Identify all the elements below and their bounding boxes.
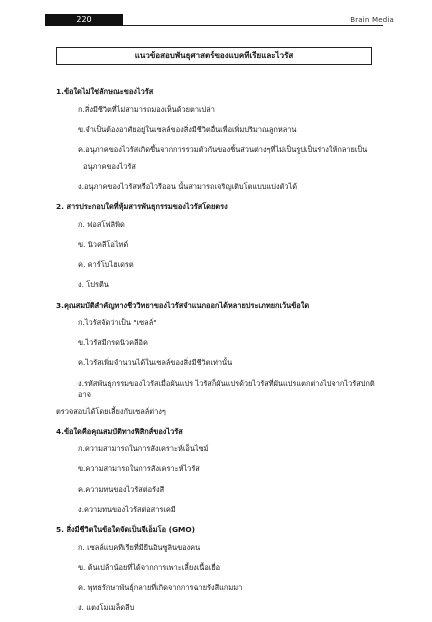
page-number-badge	[45, 14, 123, 26]
choice-b: ข.ความสามารถในการสังเคราะห์ไวรัส	[78, 464, 200, 474]
question-3	[56, 300, 386, 417]
choice-a: ก.ไวรัสจัดว่าเป็น "เซลล์"	[78, 318, 157, 327]
question-text: 1.ข้อใดไม่ใช่ลักษณะของไวรัส	[56, 87, 154, 96]
choice-c: ค. พุทธรักษาพันธุ์กลายที่เกิดจากการฉายรังสีแกมมา	[78, 582, 243, 592]
question-list	[56, 86, 386, 622]
document-title: แนวข้อสอบพันธุศาสตร์ของแบคทีเรียและไวรัส	[56, 47, 372, 65]
choice-c: ค. คาร์โบไฮเดรต	[78, 260, 134, 270]
choice-d: ง. แตงโมเมล็ดลีบ	[78, 603, 135, 613]
question-text: 4.ข้อใดคือคุณสมบัติทางฟิสิกส์ของไวรัส	[56, 426, 183, 436]
question-text: 5. สิ่งมีชีวิตในข้อใดจัดเป็นจีเอ็มโอ (GMO)	[56, 525, 196, 534]
choice-a: ก.สิ่งมีชีวิตที่ไม่สามารถมองเห็นด้วยตาเปล่า	[78, 104, 215, 114]
choice-b: ข.ไวรัสมีกรดนิวคลีอิค	[78, 338, 148, 348]
header-divider	[123, 25, 383, 26]
question-text: 3.คุณสมบัติสำคัญทางชีววิทยาของไวรัสจำแนกออกได้หลายประเภทยกเว้นข้อใด	[56, 300, 310, 310]
choice-b: ข.จำเป็นต้องอาศัยอยู่ในเซลล์ของสิ่งมีชีวิตอื่นเพื่อเพิ่มปริมาณลูกหลาน	[78, 124, 297, 134]
question-4	[56, 426, 386, 515]
choice-b: ข. นิวคลีโอไทด์	[78, 239, 129, 249]
publisher-name: Brain Media	[350, 16, 394, 24]
page-number: 220	[76, 15, 92, 24]
choice-d: ง.ความทนของไวรัสต่อสารเคมี	[78, 504, 176, 514]
choice-d-continued: ตรวจสอบได้โดยเลี้ยงกับเซลล์ต่างๆ	[56, 406, 166, 416]
choice-d: ง.รหัสพันธุกรรมของไวรัสเมื่อผันแปร ไวรัสก็ผันแปรด้วยไวรัสที่ผันแปรแตกต่างไปจากไวรัสปกติอาจ	[78, 378, 375, 399]
choice-b: ข. ต้นเปล้าน้อยที่ได้จากการเพาะเลี้ยงเนื้อเยื่อ	[78, 562, 221, 572]
choice-d: ง.อนุภาคของไวรัสหรือไวรีออน นั้นสามารถเจริญเติบโตแบบแบ่งตัวได้	[78, 182, 298, 192]
question-1	[56, 86, 386, 192]
choice-d: ง. โปรตีน	[78, 280, 109, 290]
choice-a: ก. เซลล์แบคทีเรียที่มียีนอินซูลินของคน	[78, 542, 201, 552]
choice-a: ก.ความสามารถในการสังเคราะห์เอ็นไซม์	[78, 444, 209, 454]
question-text: 2. สารประกอบใดที่หุ้มสารพันธุกรรมของไวรัสโดยตรง	[56, 202, 228, 212]
choice-c-continued: อนุภาคของไวรัส	[83, 161, 136, 171]
choice-c: ค.ความทนของไวรัสต่อรังสี	[78, 484, 165, 494]
question-5	[56, 524, 386, 613]
question-2	[56, 201, 386, 290]
choice-c: ค.ไวรัสเพิ่มจำนวนได้ในเซลล์ของสิ่งมีชีวิตเท่านั้น	[78, 358, 233, 368]
choice-a: ก. ฟอสโฟลิพิด	[78, 219, 125, 229]
choice-c: ค.อนุภาคของไวรัสเกิดขึ้นจากการรวมตัวกันของชิ้นส่วนต่างๆที่ไม่เป็นรูปเป็นร่างให้กลายเป็น	[78, 144, 368, 154]
